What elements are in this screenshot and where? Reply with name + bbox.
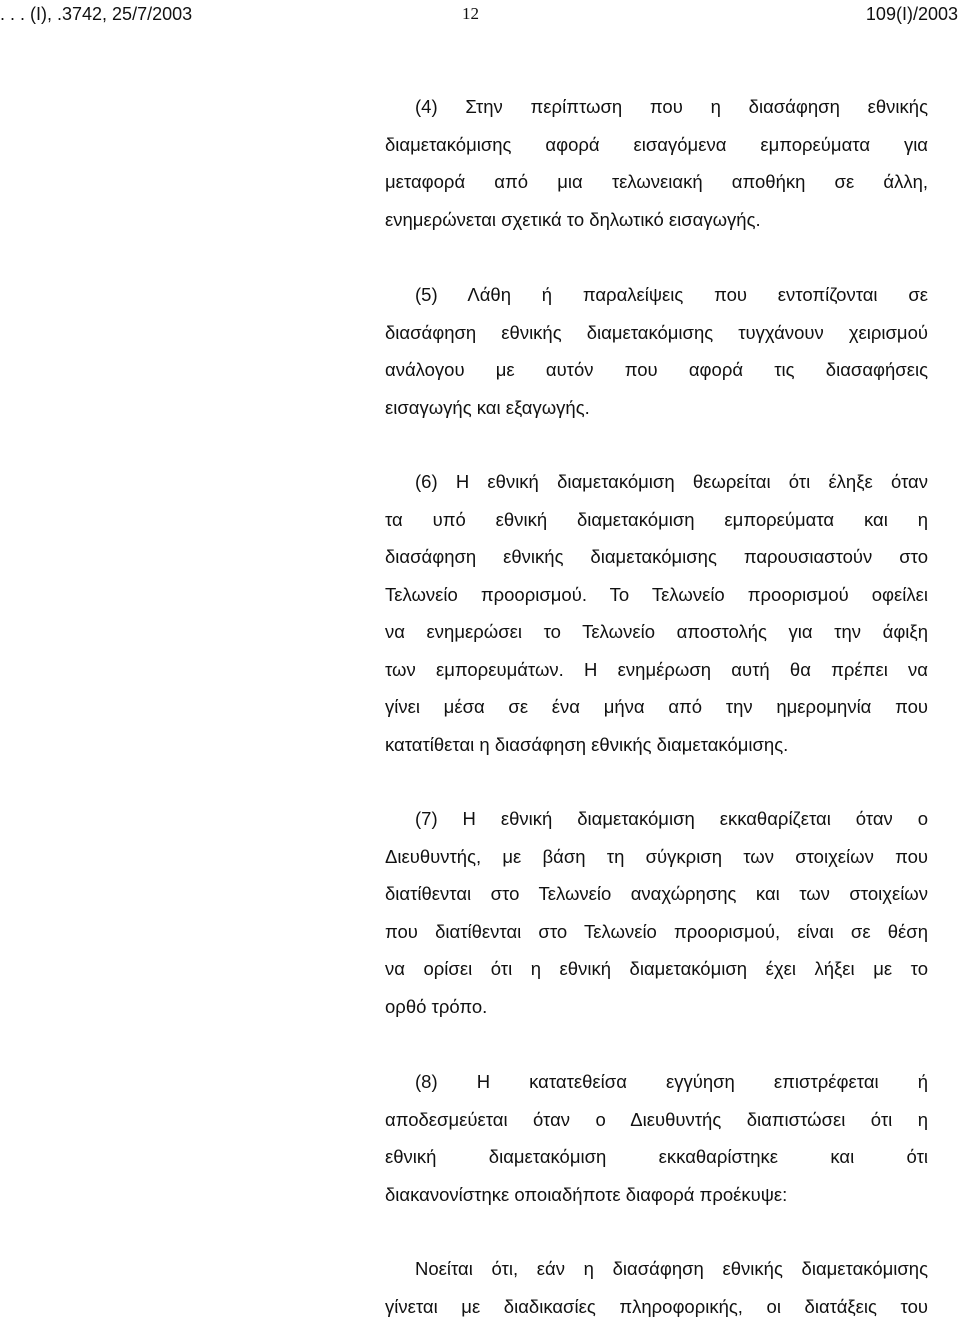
paragraph-line: να ενημερώσει το Τελωνείο αποστολής για την άφιξη (385, 613, 928, 651)
paragraph-line: ενημερώνεται σχετικά το δηλωτικό εισαγωγής. (385, 201, 928, 239)
paragraph-line: Τελωνείο προορισμού. Το Τελωνείο προορισμού οφείλει (385, 576, 928, 614)
paragraph-5 (385, 276, 928, 426)
page-number: 12 (462, 4, 479, 24)
paragraph-7 (385, 800, 928, 1025)
paragraph-line: γίνεται με διαδικασίες πληροφορικής, οι διατάξεις του (385, 1288, 928, 1325)
law-number: 109(I)/2003 (866, 4, 958, 25)
paragraph-line: που διατίθενται στο Τελωνείο προορισμού, είναι σε θέση (385, 913, 928, 951)
paragraph-line: (5) Λάθη ή παραλείψεις που εντοπίζονται σε (385, 276, 928, 314)
paragraph-line: αποδεσμεύεται όταν ο Διευθυντής διαπιστώσει ότι η (385, 1101, 928, 1139)
paragraph-6 (385, 463, 928, 763)
paragraph-line: των εμπορευμάτων. Η ενημέρωση αυτή θα πρέπει να (385, 651, 928, 689)
page-header (0, 4, 960, 28)
paragraph-line: διακανονίστηκε οποιαδήποτε διαφορά προέκυψε: (385, 1176, 928, 1214)
paragraph-line: ορθό τρόπο. (385, 988, 928, 1026)
paragraph-4 (385, 88, 928, 238)
paragraph-line: (8) Η κατατεθείσα εγγύηση επιστρέφεται ή (385, 1063, 928, 1101)
paragraph-line: διασάφηση εθνικής διαμετακόμισης παρουσιαστούν στο (385, 538, 928, 576)
paragraph-line: εθνική διαμετακόμιση εκκαθαρίστηκε και ότι (385, 1138, 928, 1176)
paragraph-line: μεταφορά από μια τελωνειακή αποθήκη σε άλλη, (385, 163, 928, 201)
paragraph-line: γίνει μέσα σε ένα μήνα από την ημερομηνία που (385, 688, 928, 726)
paragraph-line: τα υπό εθνική διαμετακόμιση εμπορεύματα και η (385, 501, 928, 539)
paragraph-line: να ορίσει ότι η εθνική διαμετακόμιση έχει λήξει με το (385, 950, 928, 988)
paragraph-line: (4) Στην περίπτωση που η διασάφηση εθνικής (385, 88, 928, 126)
paragraph-line: Νοείται ότι, εάν η διασάφηση εθνικής διαμετακόμισης (385, 1250, 928, 1288)
paragraph-line: εισαγωγής και εξαγωγής. (385, 389, 928, 427)
paragraph-line: (7) Η εθνική διαμετακόμιση εκκαθαρίζεται όταν ο (385, 800, 928, 838)
paragraph-line: (6) Η εθνική διαμετακόμιση θεωρείται ότι έληξε όταν (385, 463, 928, 501)
paragraph-line: διατίθενται στο Τελωνείο αναχώρησης και των στοιχείων (385, 875, 928, 913)
paragraph-line: κατατίθεται η διασάφηση εθνικής διαμετακόμισης. (385, 726, 928, 764)
proviso-paragraph (385, 1250, 928, 1325)
paragraph-line: διαμετακόμισης αφορά εισαγόμενα εμπορεύματα για (385, 126, 928, 164)
paragraph-line: ανάλογου με αυτόν που αφορά τις διασαφήσεις (385, 351, 928, 389)
header-gazette-reference: . . . (I), .3742, 25/7/2003 (0, 4, 192, 25)
paragraph-8 (385, 1063, 928, 1213)
paragraph-line: Διευθυντής, με βάση τη σύγκριση των στοιχείων που (385, 838, 928, 876)
paragraph-line: διασάφηση εθνικής διαμετακόμισης τυγχάνουν χειρισμού (385, 314, 928, 352)
